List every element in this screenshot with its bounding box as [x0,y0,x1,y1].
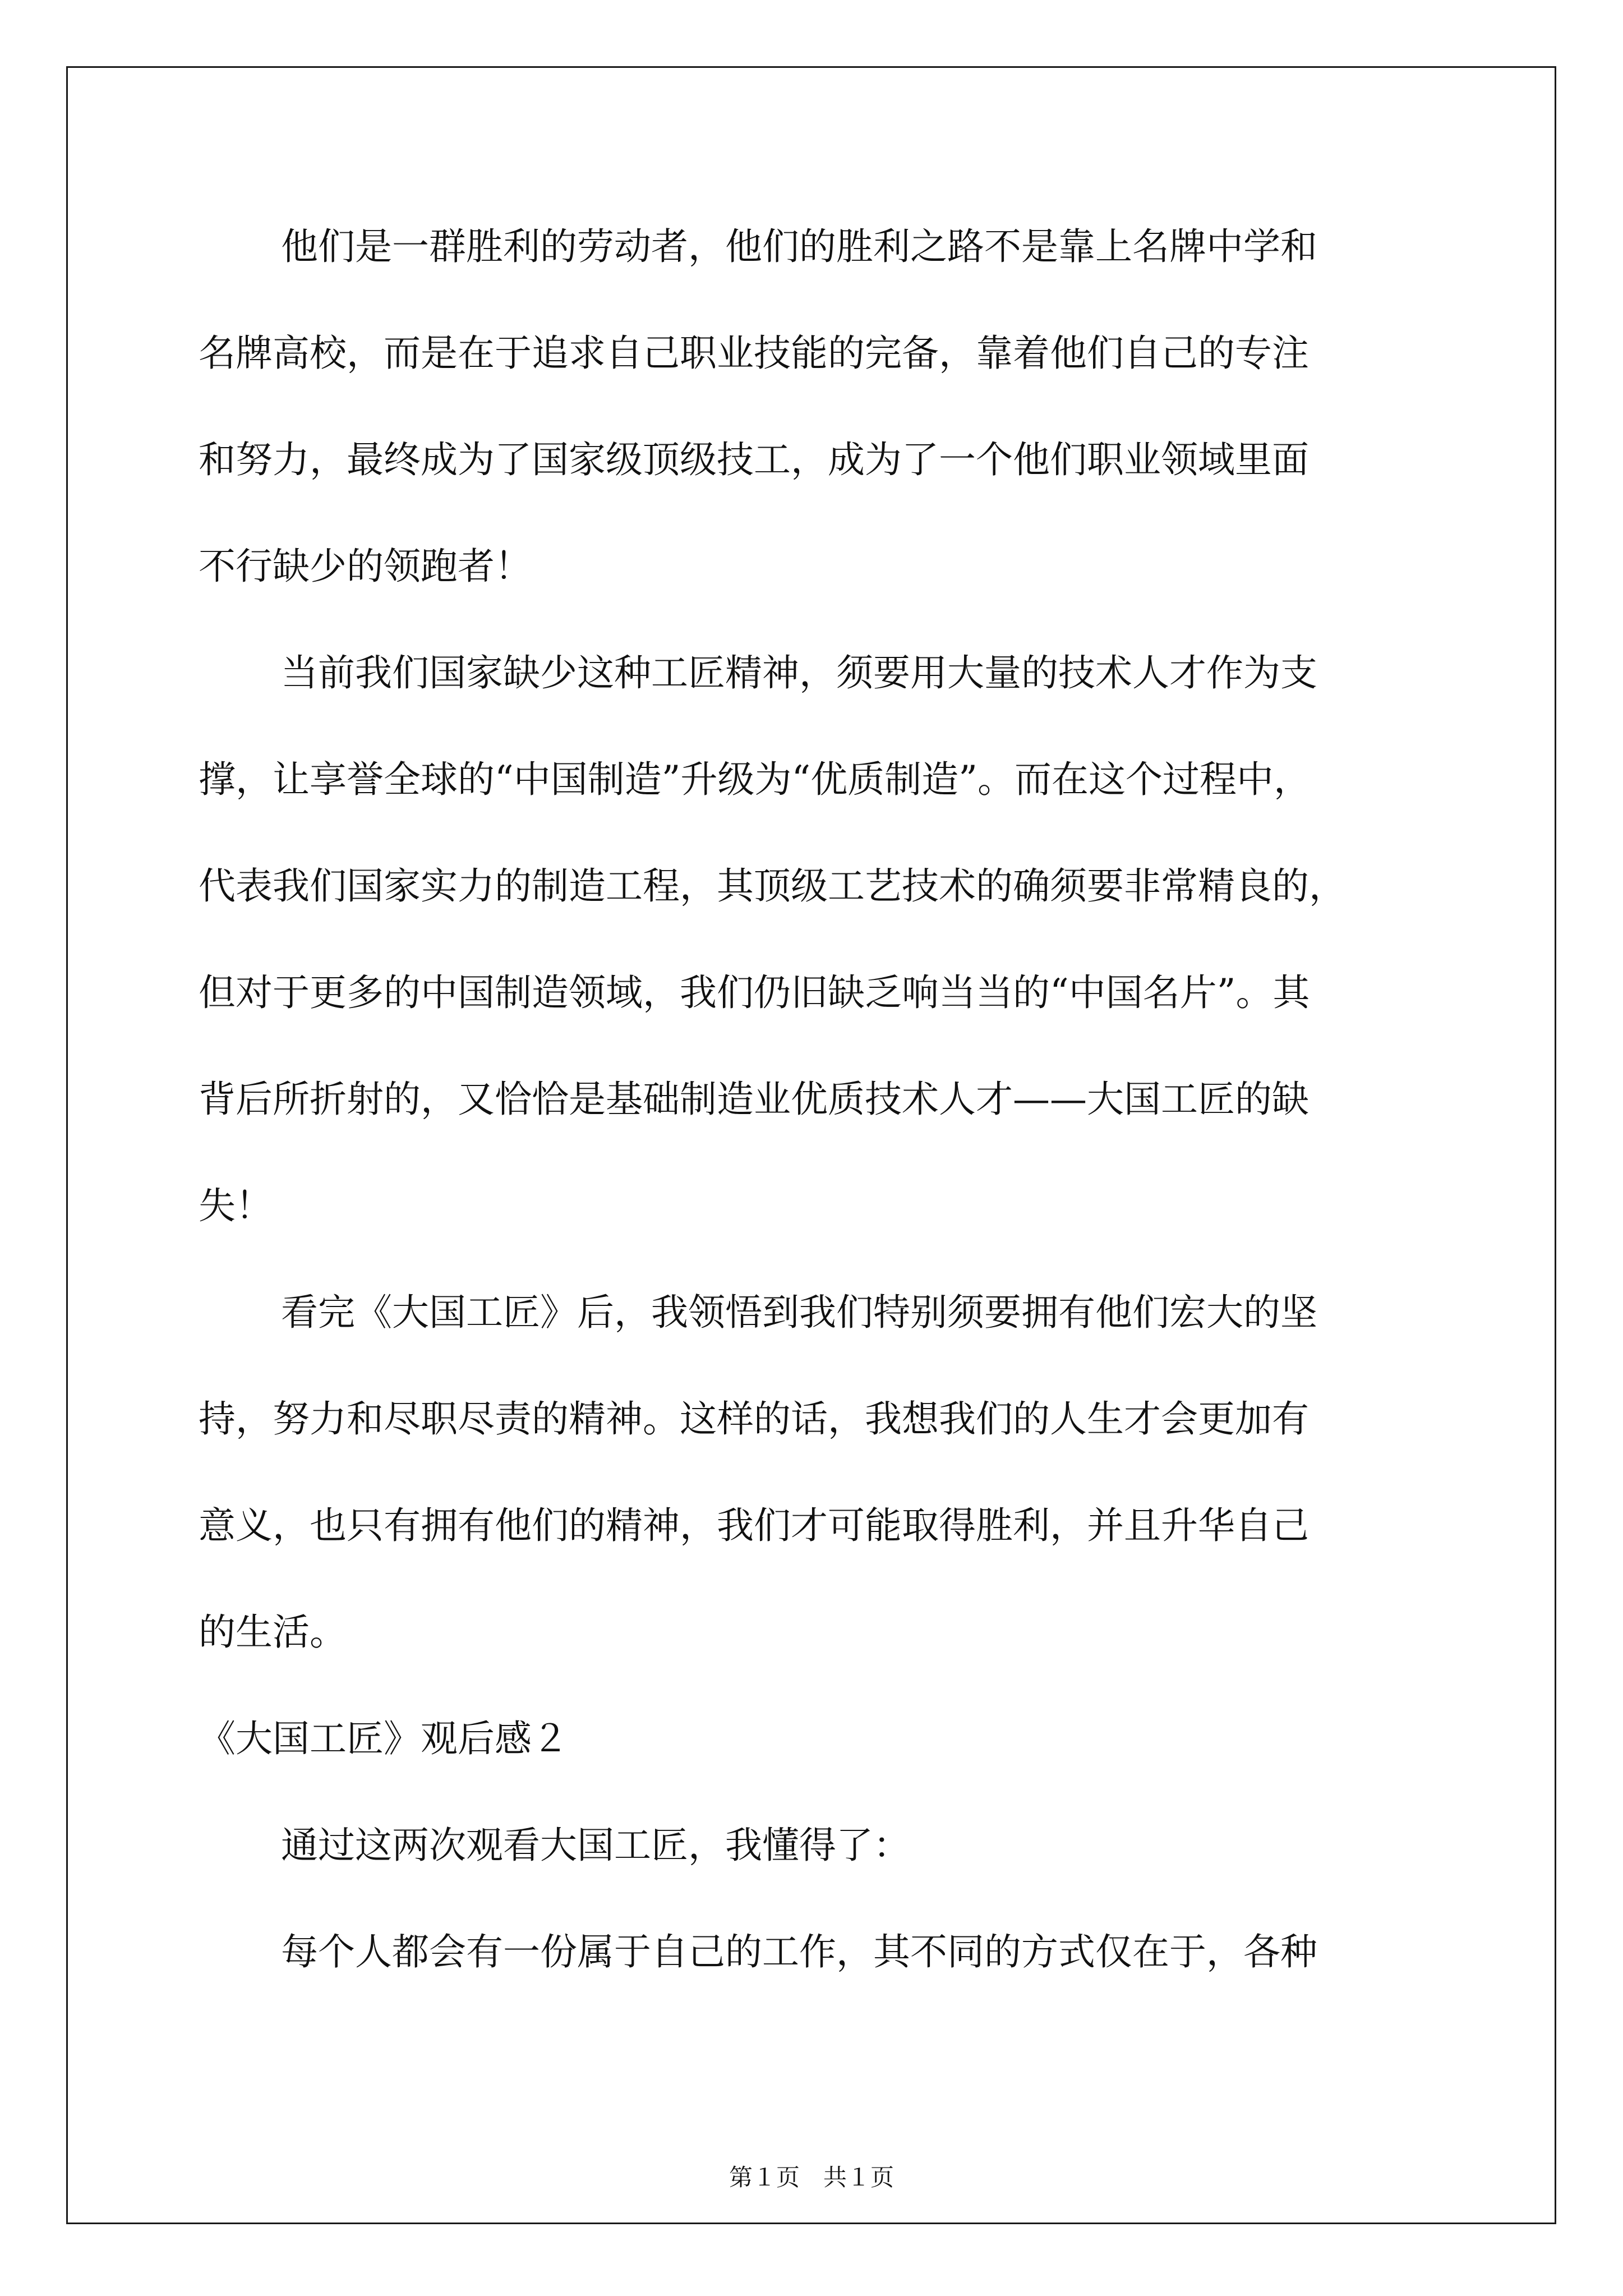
paragraph-line: 名牌高校，而是在于追求自己职业技能的完备，靠着他们自己的专注 [199,332,1309,375]
paragraph-line: 意义，也只有拥有他们的精神，我们才可能取得胜利，并且升华自己 [199,1504,1309,1547]
paragraph-line: 通过这两次观看大国工匠，我懂得了： [281,1824,910,1867]
paragraph-line: 和努力，最终成为了国家级顶级技工，成为了一个他们职业领域里面 [199,438,1309,481]
paragraph-line: 不行缺少的领跑者！ [199,545,532,588]
section-heading: 《大国工匠》观后感２ [199,1717,569,1760]
page-frame [66,66,1556,2224]
paragraph-line: 当前我们国家缺少这种工匠精神，须要用大量的技术人才作为支 [281,651,1317,694]
paragraph-line: 的生活。 [199,1611,347,1654]
paragraph-line: 每个人都会有一份属于自己的工作，其不同的方式仅在于，各种 [281,1930,1317,1973]
paragraph-line: 他们是一群胜利的劳动者，他们的胜利之路不是靠上名牌中学和 [281,225,1317,268]
paragraph-line: 撑，让享誉全球的“中国制造”升级为“优质制造”。而在这个过程中， [199,758,1311,801]
paragraph-line: 看完《大国工匠》后，我领悟到我们特别须要拥有他们宏大的坚 [281,1291,1317,1334]
paragraph-line: 失！ [199,1184,273,1227]
paragraph-line: 但对于更多的中国制造领域，我们仍旧缺乏响当当的“中国名片”。其 [199,971,1310,1014]
paragraph-line: 持，努力和尽职尽责的精神。这样的话，我想我们的人生才会更加有 [199,1397,1309,1441]
page-number: 第１页 共１页 [728,2164,894,2191]
paragraph-line: 代表我们国家实力的制造工程，其顶级工艺技术的确须要非常精良的， [199,864,1346,908]
paragraph-line: 背后所折射的，又恰恰是基础制造业优质技术人才——大国工匠的缺 [199,1078,1309,1121]
